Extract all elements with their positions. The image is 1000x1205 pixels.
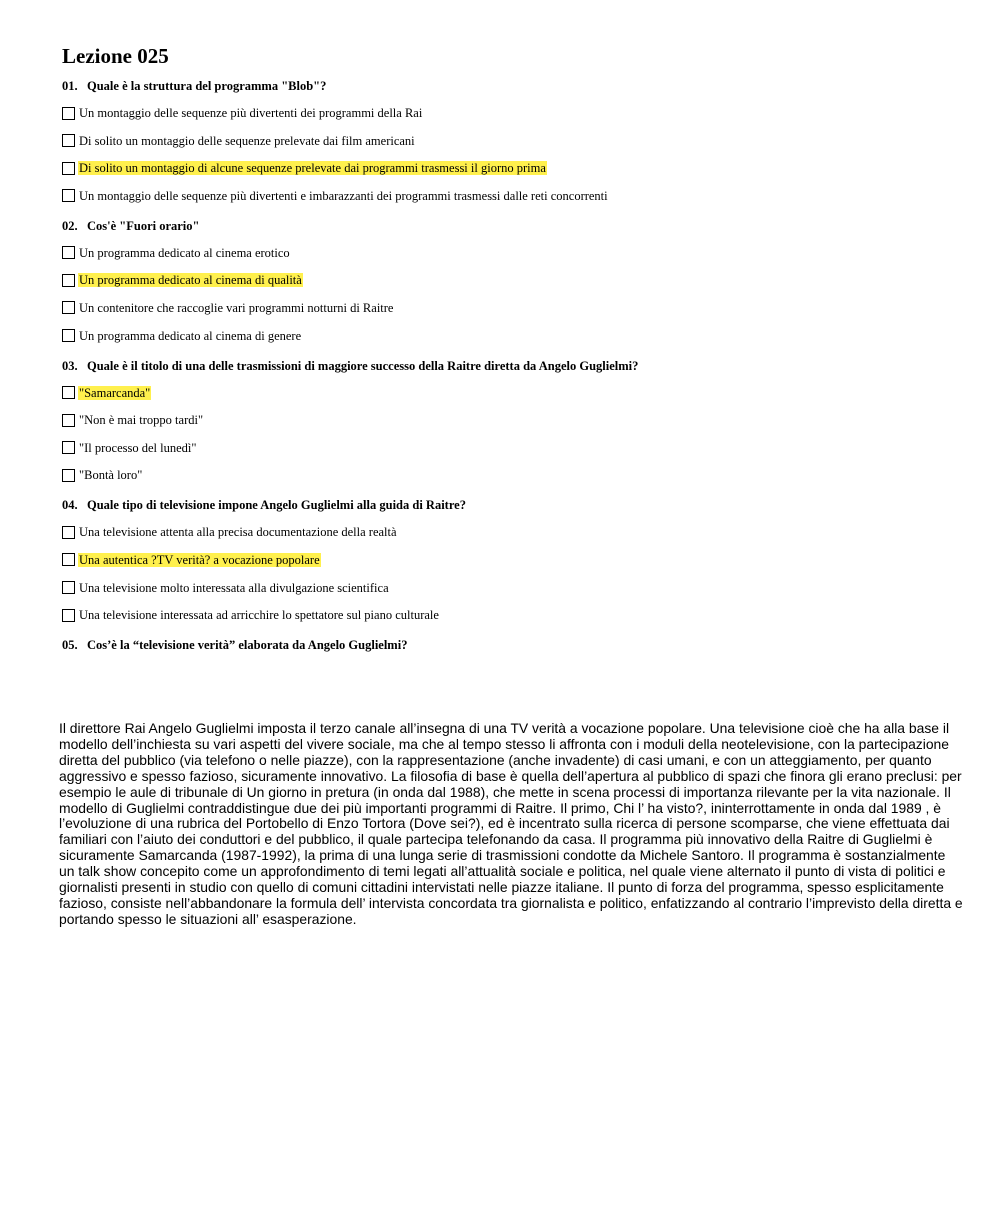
option-4-3[interactable] bbox=[62, 580, 962, 596]
checkbox[interactable] bbox=[62, 162, 75, 175]
checkbox[interactable] bbox=[62, 386, 75, 399]
option-text: Una televisione interessata ad arricchire lo spettatore sul piano culturale bbox=[79, 608, 439, 623]
quiz-page bbox=[62, 44, 962, 653]
option-list bbox=[62, 245, 962, 344]
checkbox[interactable] bbox=[62, 609, 75, 622]
option-4-2-correct[interactable] bbox=[62, 552, 962, 568]
option-3-2[interactable] bbox=[62, 412, 962, 428]
lesson-title: Lezione 025 bbox=[62, 44, 169, 68]
checkbox[interactable] bbox=[62, 581, 75, 594]
option-2-4[interactable] bbox=[62, 328, 962, 344]
question-text: Quale è la struttura del programma "Blob"? bbox=[87, 79, 327, 93]
option-2-1[interactable] bbox=[62, 245, 962, 261]
question-text: Quale tipo di televisione impone Angelo Guglielmi alla guida di Raitre? bbox=[87, 498, 466, 513]
option-list bbox=[62, 524, 962, 623]
option-1-1[interactable] bbox=[62, 105, 962, 121]
question-title bbox=[62, 358, 962, 374]
checkbox[interactable] bbox=[62, 329, 75, 342]
checkbox[interactable] bbox=[62, 301, 75, 314]
open-answer-text: Il direttore Rai Angelo Guglielmi imposta il terzo canale all’insegna di una TV verità a vocazione popolare. Una televisione cioè che ha alla base il modello dell’inchiesta su vari aspetti del vivere sociale, ma che al tempo stesso li affronta con i moduli della neotelevisione, con la partecipazione diretta del pubblico (via telefono o nelle piazze), con la rappresentazione (anche invadente) di casi umani, e con un atteggiamento, per quanto aggressivo e spesso fazioso, sicuramente innovativo. La filosofia di base è quella dell’apertura al pubblico di spazi che finora gli erano preclusi: per esempio le aule di tribunale di Un giorno in pretura (in onda dal 1988), che mette in scena processi di importanza rilevante per la vita nazionale. Il modello di Guglielmi contraddistingue due dei più importanti programmi di Raitre. Il primo, Chi l’ ha visto?, ininterrottamente in onda dal 1989 , è l’evoluzione di una rubrica del Portobello di Enzo Tortora (Dove sei?), ed è incentrato sulla ricerca di persone scomparse, che viene effettuata dai familiari con l’aiuto dei conduttori e del pubblico, il quale partecipa telefonando da casa. Il programma più innovativo della Raitre di Guglielmi è sicuramente Samarcanda (1987-1992), la prima di una lunga serie di trasmissioni condotte da Michele Santoro. Il programma è sostanzialmente un talk show concepito come un approfondimento di temi legati all’attualità sociale e politica, nel quale viene alternato il punto di vista di politici e giornalisti presenti in studio con quello di comuni cittadini intervistati nelle piazze italiane. Il punto di forza del programma, spesso esplicitamente fazioso, consiste nell’abbandonare la formula dell’ intervista concordata tra giornalista e politico, enfatizzando al contrario l’imprevisto della diretta e portando spesso le situazioni all’ esasperazione. bbox=[59, 720, 963, 927]
option-text: Una televisione attenta alla precisa documentazione della realtà bbox=[79, 525, 397, 540]
checkbox[interactable] bbox=[62, 441, 75, 454]
checkbox[interactable] bbox=[62, 246, 75, 259]
option-1-2[interactable] bbox=[62, 133, 962, 149]
question-title bbox=[62, 218, 962, 234]
option-2-3[interactable] bbox=[62, 300, 962, 316]
question-number: 03. bbox=[62, 358, 78, 373]
option-4-1[interactable] bbox=[62, 524, 962, 540]
checkbox[interactable] bbox=[62, 553, 75, 566]
question-number: 01. bbox=[62, 79, 78, 93]
option-text: Un contenitore che raccoglie vari programmi notturni di Raitre bbox=[79, 300, 394, 315]
question-text: Cos'è "Fuori orario" bbox=[87, 218, 200, 233]
option-text: "Il processo del lunedì" bbox=[79, 440, 197, 455]
question-title bbox=[62, 637, 962, 653]
option-text: Un montaggio delle sequenze più divertenti e imbarazzanti dei programmi trasmessi dalle reti concorrenti bbox=[79, 188, 608, 203]
option-1-4[interactable] bbox=[62, 188, 962, 204]
option-3-3[interactable] bbox=[62, 440, 962, 456]
option-text: Un programma dedicato al cinema di qualità bbox=[79, 273, 302, 288]
checkbox[interactable] bbox=[62, 526, 75, 539]
checkbox[interactable] bbox=[62, 107, 75, 120]
option-text: Di solito un montaggio di alcune sequenze prelevate dai programmi trasmessi il giorno prima bbox=[79, 161, 546, 176]
option-list bbox=[62, 385, 962, 484]
question-number: 05. bbox=[62, 638, 78, 653]
option-text: "Non è mai troppo tardi" bbox=[79, 413, 204, 428]
option-text: Un montaggio delle sequenze più divertenti dei programmi della Rai bbox=[79, 106, 423, 120]
question-2 bbox=[62, 218, 962, 344]
question-number: 02. bbox=[62, 218, 78, 233]
option-3-1-correct[interactable] bbox=[62, 385, 962, 401]
checkbox[interactable] bbox=[62, 414, 75, 427]
question-title bbox=[62, 497, 962, 513]
question-1 bbox=[62, 78, 962, 204]
question-text: Cos’è la “televisione verità” elaborata da Angelo Guglielmi? bbox=[87, 638, 408, 653]
option-text: Di solito un montaggio delle sequenze prelevate dai film americani bbox=[79, 133, 415, 148]
question-number: 04. bbox=[62, 498, 78, 513]
option-text: Una autentica ?TV verità? a vocazione popolare bbox=[79, 552, 320, 567]
checkbox[interactable] bbox=[62, 274, 75, 287]
question-title bbox=[62, 78, 962, 94]
option-text: Un programma dedicato al cinema erotico bbox=[79, 245, 290, 260]
checkbox[interactable] bbox=[62, 189, 75, 202]
option-3-4[interactable] bbox=[62, 467, 962, 483]
question-5 bbox=[62, 637, 962, 653]
option-2-2-correct[interactable] bbox=[62, 272, 962, 288]
question-text: Quale è il titolo di una delle trasmissioni di maggiore successo della Raitre diretta da Angelo Guglielmi? bbox=[87, 358, 639, 373]
checkbox[interactable] bbox=[62, 469, 75, 482]
question-3 bbox=[62, 358, 962, 484]
question-4 bbox=[62, 497, 962, 623]
checkbox[interactable] bbox=[62, 134, 75, 147]
option-text: "Bontà loro" bbox=[79, 468, 143, 483]
option-text: "Samarcanda" bbox=[79, 385, 151, 400]
option-text: Un programma dedicato al cinema di genere bbox=[79, 328, 302, 343]
option-list bbox=[62, 105, 962, 204]
option-4-4[interactable] bbox=[62, 607, 962, 623]
option-text: Una televisione molto interessata alla divulgazione scientifica bbox=[79, 580, 389, 595]
option-1-3-correct[interactable] bbox=[62, 160, 962, 176]
